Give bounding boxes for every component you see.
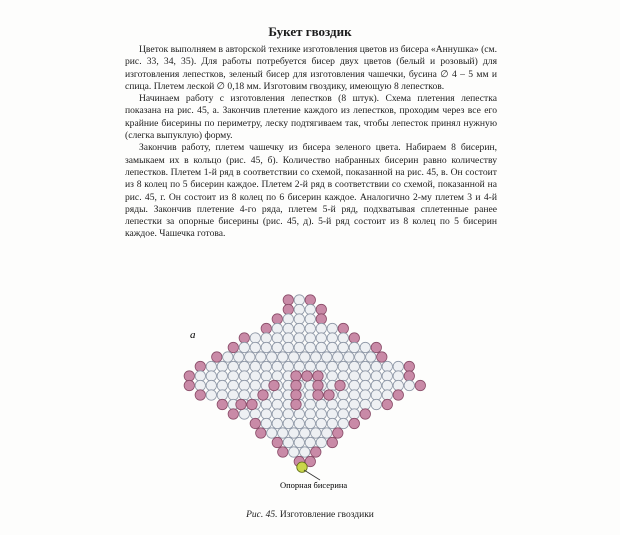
white-bead	[404, 380, 414, 390]
white-bead	[250, 333, 260, 343]
white-bead	[338, 361, 348, 371]
white-bead	[261, 409, 271, 419]
white-bead	[366, 352, 376, 362]
white-bead	[305, 409, 315, 419]
white-bead	[294, 323, 304, 333]
paragraph-1: Цветок выполняем в авторской технике изготовления цветов из бисера «Аннушка» (см. рис. 33, 34, 35). Для работы потребуется бисер двух цветов (белый и розовый) для изготовления лепестков, зеленый бисер для изготовления чашечки, бусина ∅ 4 – 5 мм и спица. Плетем леской ∅ 0,18 мм. Изготовим гвоздику, имеющую 8 лепестков.	[125, 44, 497, 92]
white-bead	[206, 390, 216, 400]
page-title: Букет гвоздик	[268, 24, 352, 39]
white-bead	[206, 380, 216, 390]
pink-bead	[349, 333, 359, 343]
white-bead	[239, 390, 249, 400]
white-bead	[283, 333, 293, 343]
pink-bead	[327, 437, 337, 447]
white-bead	[267, 428, 277, 438]
white-bead	[256, 352, 266, 362]
white-bead	[327, 399, 337, 409]
white-bead	[316, 323, 326, 333]
white-bead	[272, 371, 282, 381]
pink-bead	[311, 447, 321, 457]
white-bead	[294, 295, 304, 305]
pink-bead	[305, 295, 315, 305]
white-bead	[338, 399, 348, 409]
pink-bead	[258, 390, 268, 400]
white-bead	[316, 361, 326, 371]
pink-bead	[291, 399, 301, 409]
pink-bead	[261, 323, 271, 333]
white-bead	[283, 409, 293, 419]
white-bead	[261, 361, 271, 371]
white-bead	[234, 352, 244, 362]
white-bead	[261, 371, 271, 381]
white-bead	[294, 418, 304, 428]
white-bead	[261, 418, 271, 428]
white-bead	[338, 409, 348, 419]
pink-bead	[316, 304, 326, 314]
white-bead	[195, 371, 205, 381]
white-bead	[382, 390, 392, 400]
pink-bead	[404, 371, 414, 381]
white-bead	[371, 399, 381, 409]
white-bead	[294, 361, 304, 371]
white-bead	[217, 380, 227, 390]
white-bead	[289, 428, 299, 438]
white-bead	[338, 418, 348, 428]
white-bead	[360, 342, 370, 352]
pink-bead	[313, 380, 323, 390]
white-bead	[217, 361, 227, 371]
panel-label-a: а	[190, 329, 196, 341]
white-bead	[272, 409, 282, 419]
white-bead	[305, 304, 315, 314]
pink-bead	[278, 447, 288, 457]
white-bead	[355, 352, 365, 362]
pink-bead	[291, 390, 301, 400]
pink-bead	[272, 437, 282, 447]
white-bead	[283, 314, 293, 324]
white-bead	[294, 314, 304, 324]
white-bead	[250, 371, 260, 381]
white-bead	[322, 352, 332, 362]
pink-bead	[250, 418, 260, 428]
white-bead	[360, 399, 370, 409]
white-bead	[272, 390, 282, 400]
bead-grid	[184, 295, 425, 473]
white-bead	[305, 314, 315, 324]
white-bead	[360, 361, 370, 371]
pink-bead	[217, 399, 227, 409]
white-bead	[250, 380, 260, 390]
support-bead-label: Опорная бисерина	[280, 480, 348, 490]
white-bead	[272, 361, 282, 371]
pink-bead	[371, 342, 381, 352]
white-bead	[305, 333, 315, 343]
white-bead	[371, 390, 381, 400]
white-bead	[278, 352, 288, 362]
white-bead	[239, 361, 249, 371]
pink-bead	[272, 314, 282, 324]
white-bead	[327, 333, 337, 343]
white-bead	[239, 342, 249, 352]
white-bead	[239, 409, 249, 419]
white-bead	[349, 390, 359, 400]
white-bead	[338, 371, 348, 381]
white-bead	[300, 447, 310, 457]
white-bead	[195, 380, 205, 390]
pink-bead	[291, 380, 301, 390]
pink-bead	[212, 352, 222, 362]
white-bead	[333, 352, 343, 362]
white-bead	[267, 352, 277, 362]
white-bead	[289, 352, 299, 362]
white-bead	[327, 361, 337, 371]
bead-diagram-svg	[150, 292, 470, 492]
white-bead	[261, 333, 271, 343]
white-bead	[338, 390, 348, 400]
white-bead	[294, 437, 304, 447]
pink-bead	[349, 418, 359, 428]
figure-caption	[0, 510, 620, 520]
pink-bead	[184, 380, 194, 390]
pink-bead	[393, 390, 403, 400]
pink-bead	[316, 314, 326, 324]
pink-bead	[313, 390, 323, 400]
pink-bead	[256, 428, 266, 438]
white-bead	[278, 428, 288, 438]
pink-bead	[291, 371, 301, 381]
white-bead	[371, 361, 381, 371]
white-bead	[327, 409, 337, 419]
white-bead	[322, 428, 332, 438]
paragraph-3: Закончив работу, плетем чашечку из бисера зеленого цвета. Набираем 8 бисерин, замыкаем их в кольцо (рис. 45, б). Количество набранных бисерин равно количеству лепестков. Плетем 1-й ряд в соответствии со схемой, показанной на рис. 45, в. Он состоит из 8 колец по 5 бисерин каждое. Плетем 2-й ряд в соответствии со схемой, показанной на рис. 45, г. Он состоит из 8 колец по 6 бисерин каждое. Аналогично 2-му плетем 3 и 4-й ряды. Закончив плетение 4-го ряда, плетем 5-й ряд, подхватывая сплетенные ранее лепестки за опорные бисерины (рис. 45, д). 5-й ряд состоит из 8 колец по 5 бисерин каждое. Чашечка готова.	[125, 142, 497, 240]
white-bead	[311, 428, 321, 438]
white-bead	[382, 380, 392, 390]
white-bead	[223, 352, 233, 362]
white-bead	[316, 333, 326, 343]
white-bead	[360, 390, 370, 400]
white-bead	[283, 342, 293, 352]
white-bead	[349, 409, 359, 419]
white-bead	[305, 342, 315, 352]
white-bead	[371, 380, 381, 390]
body-text	[125, 44, 497, 241]
petal-bead-diagram	[150, 292, 470, 492]
white-bead	[283, 361, 293, 371]
white-bead	[300, 428, 310, 438]
white-bead	[289, 447, 299, 457]
pink-bead	[338, 323, 348, 333]
pink-bead	[247, 399, 257, 409]
white-bead	[305, 361, 315, 371]
white-bead	[382, 361, 392, 371]
white-bead	[327, 342, 337, 352]
white-bead	[228, 371, 238, 381]
white-bead	[393, 371, 403, 381]
white-bead	[316, 342, 326, 352]
pink-bead	[228, 409, 238, 419]
white-bead	[272, 399, 282, 409]
white-bead	[338, 333, 348, 343]
white-bead	[294, 333, 304, 343]
paragraph-2: Начинаем работу с изготовления лепестков (8 штук). Схема плетения лепестка показана на рис. 45, а. Закончив плетение каждого из лепестков, проходим через все его крайние бисерины по периметру, леску подтягиваем так, чтобы лепесток принял нужную (слегка выпуклую) форму.	[125, 93, 497, 142]
pink-bead	[360, 409, 370, 419]
white-bead	[217, 371, 227, 381]
white-bead	[283, 323, 293, 333]
pink-bead	[382, 399, 392, 409]
white-bead	[261, 342, 271, 352]
white-bead	[283, 418, 293, 428]
white-bead	[206, 361, 216, 371]
white-bead	[217, 390, 227, 400]
white-bead	[272, 333, 282, 343]
pink-bead	[195, 390, 205, 400]
white-bead	[316, 418, 326, 428]
white-bead	[305, 323, 315, 333]
pink-bead	[283, 304, 293, 314]
pink-bead	[239, 333, 249, 343]
white-bead	[311, 352, 321, 362]
white-bead	[316, 409, 326, 419]
white-bead	[316, 437, 326, 447]
pink-bead	[335, 380, 345, 390]
pink-bead	[302, 371, 312, 381]
white-bead	[261, 399, 271, 409]
white-bead	[305, 437, 315, 447]
pink-bead	[324, 390, 334, 400]
white-bead	[393, 380, 403, 390]
white-bead	[316, 399, 326, 409]
figure-caption-text: Изготовление гвоздики	[279, 510, 374, 520]
pink-bead	[415, 380, 425, 390]
pink-bead	[195, 361, 205, 371]
white-bead	[305, 418, 315, 428]
white-bead	[371, 371, 381, 381]
pink-bead	[313, 371, 323, 381]
white-bead	[300, 352, 310, 362]
pink-bead	[377, 352, 387, 362]
pink-bead	[333, 428, 343, 438]
white-bead	[349, 361, 359, 371]
white-bead	[360, 371, 370, 381]
white-bead	[206, 371, 216, 381]
white-bead	[250, 361, 260, 371]
white-bead	[294, 342, 304, 352]
figure-number: Рис. 45.	[246, 510, 278, 520]
white-bead	[272, 418, 282, 428]
support-bead-leader-line	[304, 470, 320, 480]
white-bead	[250, 409, 260, 419]
white-bead	[294, 409, 304, 419]
white-bead	[338, 342, 348, 352]
white-bead	[327, 418, 337, 428]
white-bead	[239, 380, 249, 390]
white-bead	[327, 323, 337, 333]
white-bead	[245, 352, 255, 362]
white-bead	[305, 399, 315, 409]
white-bead	[349, 380, 359, 390]
pink-bead	[404, 361, 414, 371]
white-bead	[327, 371, 337, 381]
white-bead	[349, 399, 359, 409]
white-bead	[382, 371, 392, 381]
white-bead	[228, 390, 238, 400]
white-bead	[349, 342, 359, 352]
white-bead	[272, 323, 282, 333]
white-bead	[294, 304, 304, 314]
white-bead	[349, 371, 359, 381]
white-bead	[228, 361, 238, 371]
pink-bead	[184, 371, 194, 381]
white-bead	[250, 342, 260, 352]
white-bead	[272, 342, 282, 352]
pink-bead	[236, 399, 246, 409]
pink-bead	[269, 380, 279, 390]
white-bead	[360, 380, 370, 390]
white-bead	[344, 352, 354, 362]
white-bead	[393, 361, 403, 371]
pink-bead	[228, 342, 238, 352]
white-bead	[283, 437, 293, 447]
white-bead	[239, 371, 249, 381]
pink-bead	[283, 295, 293, 305]
white-bead	[228, 380, 238, 390]
